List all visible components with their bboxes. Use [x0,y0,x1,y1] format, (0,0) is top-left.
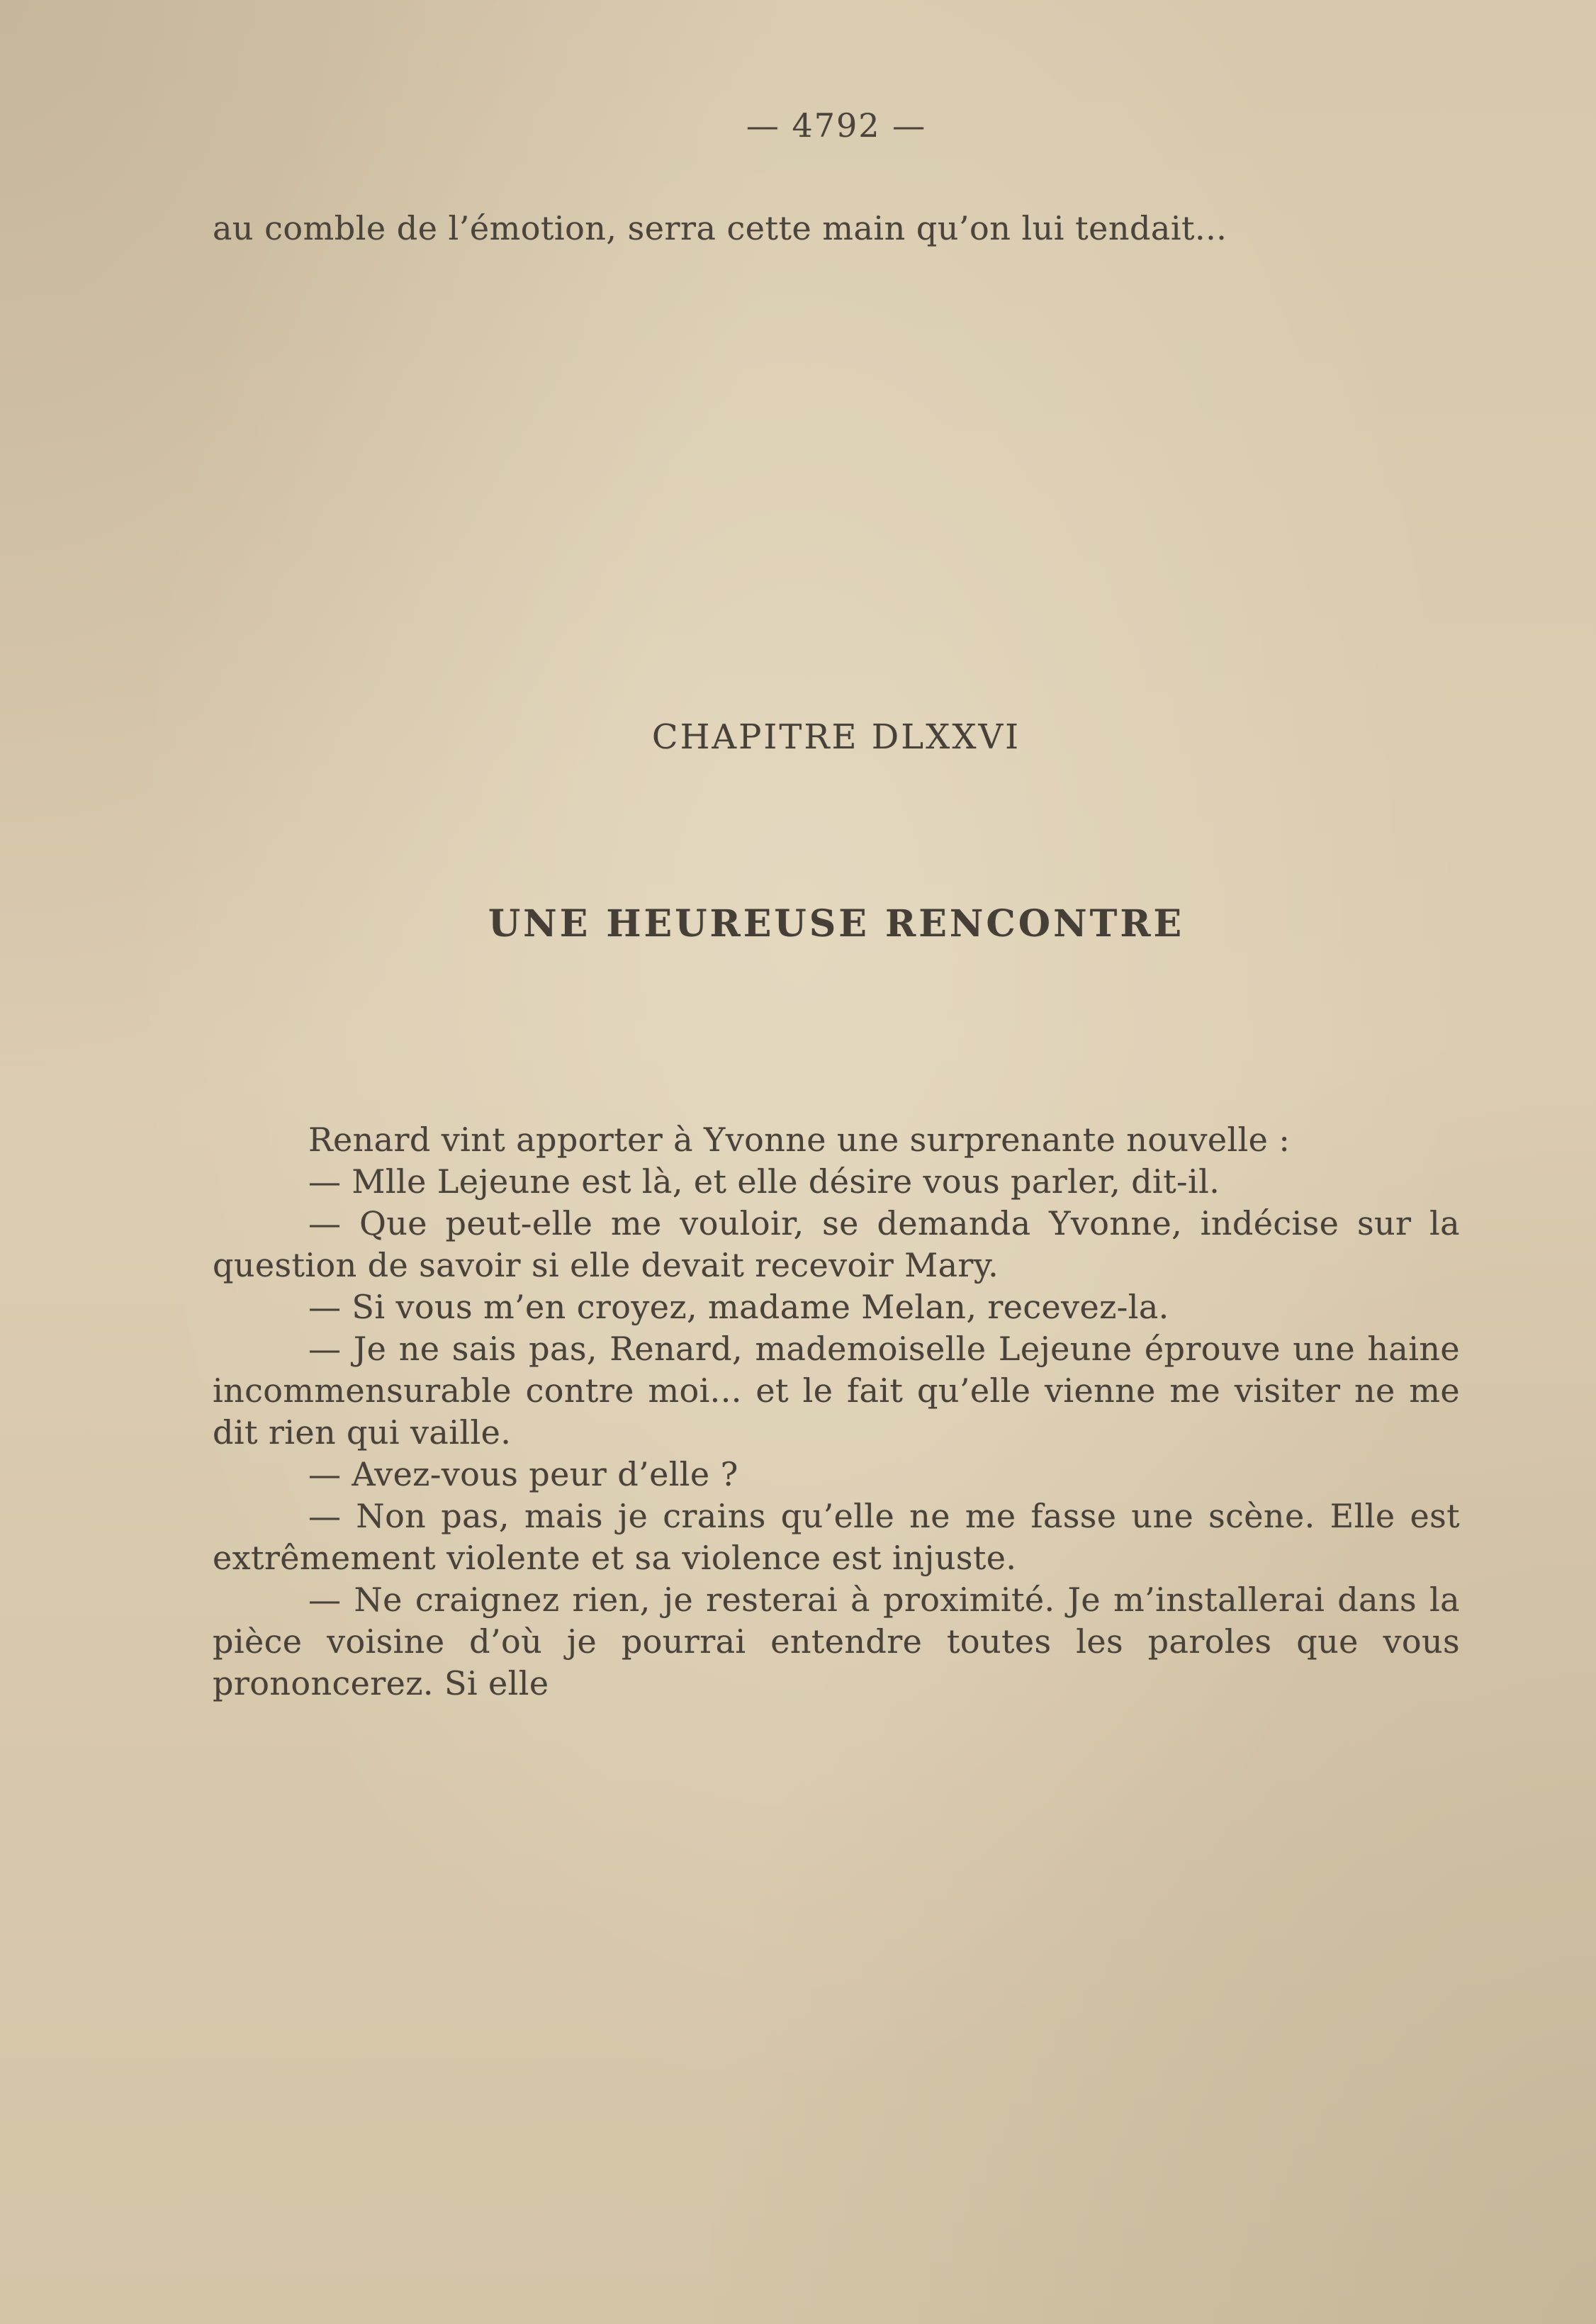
paragraph: — Que peut-elle me vouloir, se demanda Yvonne, indécise sur la question de savoir si elle devait recevoir Mary. [213,1204,1460,1284]
paragraph: — Si vous m’en croyez, madame Melan, recevez-la. [308,1288,1169,1326]
continued-paragraph: au comble de l’émotion, serra cette main qu’on lui tendait... [213,209,1227,247]
paragraph: Renard vint apporter à Yvonne une surprenante nouvelle : [308,1121,1291,1159]
paragraph: — Avez-vous peur d’elle ? [308,1455,738,1493]
chapter-heading: CHAPITRE DLXXVI [651,717,1021,757]
paragraph: — Je ne sais pas, Renard, mademoiselle Lejeune éprouve une haine incommensurable contre moi... et le fait qu’elle vienne me visiter ne me dit rien qui vaille. [213,1330,1460,1452]
paragraph: — Non pas, mais je crains qu’elle ne me fasse une scène. Elle est extrêmement violente et sa violence est injuste. [213,1497,1460,1577]
chapter-subtitle: UNE HEUREUSE RENCONTRE [488,902,1185,945]
page-number: — 4792 — [746,106,927,145]
page-content [213,106,1460,1705]
paragraph: — Mlle Lejeune est là, et elle désire vous parler, dit-il. [308,1162,1220,1201]
paragraph: — Ne craignez rien, je resterai à proximité. Je m’installerai dans la pièce voisine d’où je pourrai entendre toutes les paroles que vous prononcerez. Si elle [213,1581,1460,1702]
body-text-block [213,1119,1460,1705]
